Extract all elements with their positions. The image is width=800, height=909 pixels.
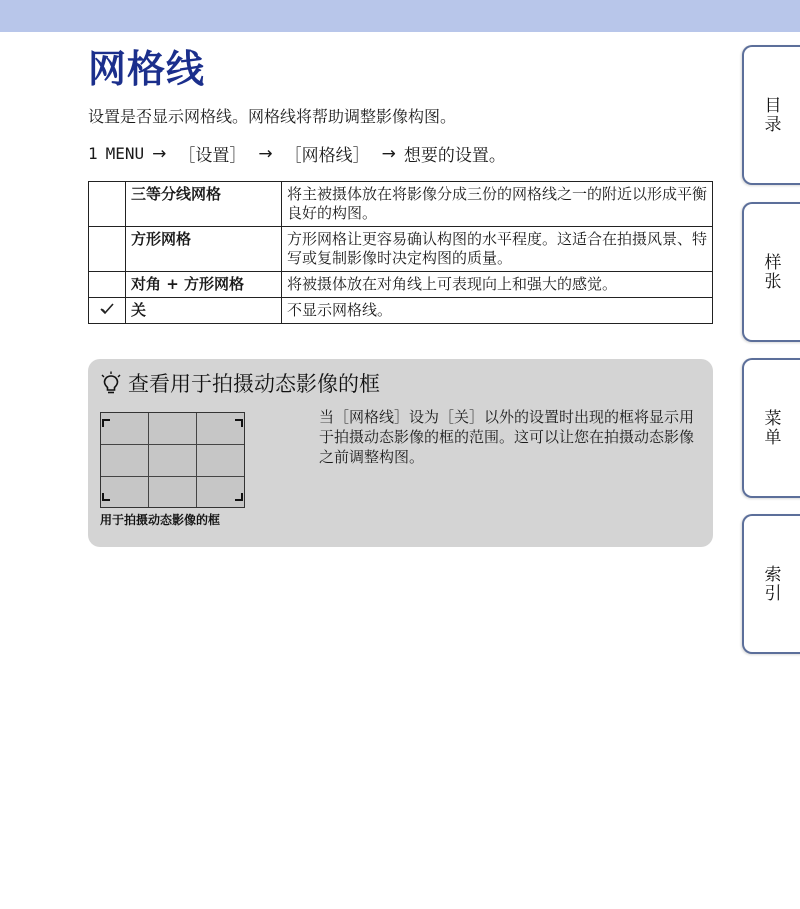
checkmark-icon <box>100 303 114 315</box>
lightbulb-icon <box>100 371 122 395</box>
tip-text: 当［网格线］设为［关］以外的设置时出现的框将显示用于拍摄动态影像的框的范围。这可以让您在拍摄动态影像之前调整构图。 <box>319 408 695 466</box>
option-description: 不显示网格线。 <box>282 298 713 324</box>
menu-item-grid-line: ［网格线］ <box>284 146 370 166</box>
arrow-icon: → <box>381 143 396 164</box>
menu-item-settings: ［设置］ <box>178 146 247 166</box>
tab-menu[interactable] <box>742 358 800 498</box>
frame-corner-mark <box>235 493 243 501</box>
option-name: 关 <box>126 298 282 324</box>
arrow-icon: → <box>258 143 273 164</box>
tab-samples[interactable] <box>742 202 800 342</box>
option-description: 方形网格让更容易确认构图的水平程度。这适合在拍摄风景、特写或复制影像时决定构图的质量。 <box>282 227 713 272</box>
frame-corner-mark <box>102 419 110 427</box>
tab-index[interactable] <box>742 514 800 654</box>
step-end-text: 想要的设置。 <box>403 146 506 166</box>
tip-box <box>88 359 713 547</box>
option-name: 三等分线网格 <box>126 182 282 227</box>
option-description: 将被摄体放在对角线上可表现向上和强大的感觉。 <box>282 272 713 298</box>
tab-label: 目录 <box>760 96 781 134</box>
tip-header <box>100 368 380 398</box>
default-mark-cell <box>89 272 126 298</box>
table-row <box>89 298 713 324</box>
grid-line-horizontal <box>101 476 244 477</box>
top-banner <box>0 0 800 32</box>
grid-line-vertical <box>148 413 149 507</box>
tip-title: 查看用于拍摄动态影像的框 <box>128 372 380 396</box>
default-mark-cell <box>89 298 126 324</box>
intro-text: 设置是否显示网格线。网格线将帮助调整影像构图。 <box>88 107 457 126</box>
option-name: 对角 + 方形网格 <box>126 272 282 298</box>
table-row <box>89 272 713 298</box>
grid-line-vertical <box>196 413 197 507</box>
option-name: 方形网格 <box>126 227 282 272</box>
grid-line-horizontal <box>101 444 244 445</box>
options-table <box>88 181 713 324</box>
option-description: 将主被摄体放在将影像分成三份的网格线之一的附近以形成平衡良好的构图。 <box>282 182 713 227</box>
arrow-icon: → <box>152 143 167 164</box>
page-title: 网格线 <box>88 47 206 91</box>
default-mark-cell <box>89 182 126 227</box>
frame-corner-mark <box>235 419 243 427</box>
menu-step <box>88 141 506 166</box>
tab-contents[interactable] <box>742 45 800 185</box>
default-mark-cell <box>89 227 126 272</box>
illustration-caption: 用于拍摄动态影像的框 <box>100 513 221 527</box>
table-row <box>89 227 713 272</box>
table-row <box>89 182 713 227</box>
menu-label: MENU <box>105 144 145 163</box>
tab-label: 菜单 <box>760 409 781 447</box>
movie-frame-illustration <box>100 412 245 508</box>
step-number: 1 <box>88 144 98 163</box>
frame-corner-mark <box>102 493 110 501</box>
tab-label: 样张 <box>760 253 781 291</box>
tab-label: 索引 <box>760 565 781 603</box>
